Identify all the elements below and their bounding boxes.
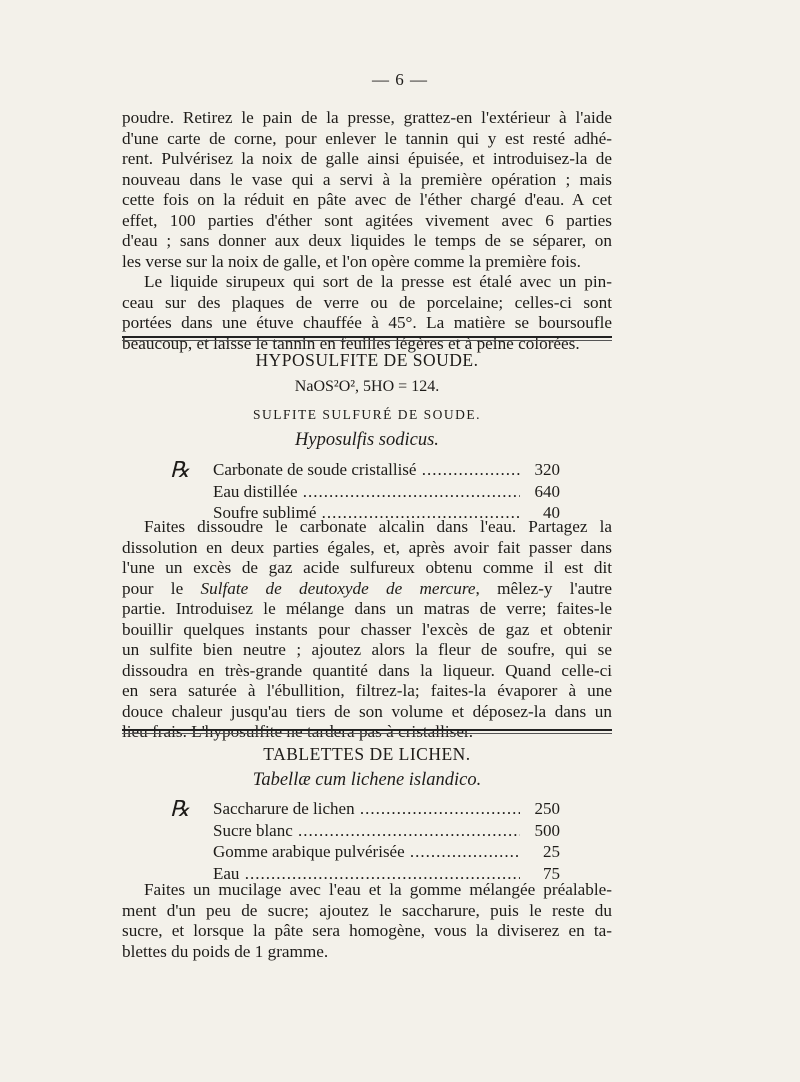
ingredient-quantity: 500 (534, 820, 560, 840)
ingredient-row (170, 481, 580, 503)
ingredient-quantity: 25 (543, 842, 560, 861)
text-line: nouveau dans le vase qui a servi à la première opération ; mais (122, 169, 612, 189)
ingredient-row (170, 841, 580, 863)
text-line: blettes du poids de 1 gramme. (122, 941, 329, 961)
text-line: sucre, et lorsque la pâte sera homogène, vous la diviserez en ta- (122, 921, 612, 940)
text-line: les verse sur la noix de galle, et l'on opère comme la première fois. (122, 251, 581, 271)
text-line: rent. Pulvérisez la noix de galle ainsi épuisée, et introduisez-la de (122, 149, 612, 168)
intro-paragraph (122, 108, 612, 354)
text-span: , mêlez-y l'autre (475, 578, 612, 598)
ingredient-name: Saccharure de lichen ..... (213, 798, 520, 820)
text-line: ceau sur des plaques de verre ou de porcelaine; celles-ci sont (122, 292, 612, 312)
text-line: bouillir quelques instants pour chasser l'excès de gaz et obtenir (122, 619, 612, 639)
text-line: partie. Introduisez le mélange dans un matras de verre; faites-le (122, 599, 612, 618)
latin-name: Hyposulfis sodicus. (295, 430, 439, 450)
recipe-hyposulfite (170, 459, 580, 524)
text-line: Faites un mucilage avec l'eau et la gomme mélangée préalable- (144, 880, 612, 899)
latin-name: Tabellæ cum lichene islandico. (252, 770, 482, 790)
recipe-symbol-icon: ℞ (170, 796, 190, 821)
ingredient-quantity: 40 (543, 503, 560, 522)
hyposulfite-instructions (122, 517, 612, 743)
text-line: ment d'un peu de sucre; ajoutez le saccharure, puis le reste du (122, 900, 612, 920)
section-divider (122, 336, 612, 341)
ingredient-quantity: 75 (543, 863, 560, 883)
ingredient-row (170, 820, 580, 842)
text-span: pour le (122, 578, 201, 598)
text-line: portées dans une étuve chauffée à 45°. La matière se boursoufle (122, 313, 612, 332)
text-line (122, 579, 612, 600)
section-title-lichen: TABLETTES DE LICHEN. (263, 744, 471, 764)
ingredient-quantity: 320 (534, 460, 560, 479)
text-line: dissolution en deux parties égales, et, après avoir fait passer dans (122, 537, 612, 557)
recipe-lichen (170, 798, 580, 884)
text-line: l'une un excès de gaz acide sulfureux obtenu comme il est dit (122, 558, 612, 577)
ingredient-quantity: 250 (534, 799, 560, 818)
text-line: beaucoup, et laisse le tannin en feuilles légères et à peine colorées. (122, 333, 580, 353)
text-line: poudre. Retirez le pain de la presse, grattez-en l'extérieur à l'aide (122, 108, 612, 127)
text-line: en sera saturée à l'ébullition, filtrez-la; faites-la évaporer à une (122, 681, 612, 700)
section-title-hyposulfite: HYPOSULFITE DE SOUDE. (255, 350, 479, 370)
ingredient-name: Eau ..... (213, 863, 520, 885)
recipe-symbol-icon: ℞ (170, 457, 190, 482)
text-line: d'eau ; sans donner aux deux liquides le temps de se séparer, on (122, 231, 612, 250)
text-line: lieu frais. L'hyposulfite ne tardera pas à cristalliser. (122, 722, 474, 741)
chemical-formula: NaOS²O², 5HO = 124. (294, 378, 440, 395)
synonym-heading: SULFITE SULFURÉ DE SOUDE. (252, 407, 481, 422)
ingredient-name: Sucre blanc ..... (213, 820, 520, 842)
text-line: effet, 100 parties d'éther sont agitées vivement avec 6 parties (122, 210, 612, 230)
ingredient-row (170, 798, 580, 820)
cross-reference: Sulfate de deutoxyde de mercure (200, 578, 476, 598)
ingredient-name: Carbonate de soude cristallisé ..... (213, 459, 520, 481)
text-line: d'une carte de corne, pour enlever le tannin qui y est resté adhé- (122, 128, 612, 148)
text-line: Le liquide sirupeux qui sort de la presse est étalé avec un pin- (144, 272, 612, 291)
page-number: — 6 — (372, 70, 428, 89)
ingredient-name: Gomme arabique pulvérisée ..... (213, 841, 520, 863)
ingredient-name: Soufre sublimé ..... (213, 502, 520, 524)
ingredient-row (170, 459, 580, 481)
section-divider (122, 729, 612, 734)
text-line: Faites dissoudre le carbonate alcalin dans l'eau. Partagez la (144, 517, 612, 536)
ingredient-name: Eau distillée ..... (213, 481, 520, 503)
ingredient-quantity: 640 (534, 481, 560, 501)
text-line: douce chaleur jusqu'au tiers de son volume et déposez-la dans un (122, 701, 612, 721)
text-line: dissoudra en très-grande quantité dans la liqueur. Quand celle-ci (122, 660, 612, 680)
text-line: un sulfite bien neutre ; ajoutez alors la fleur de soufre, qui se (122, 640, 612, 659)
text-line: cette fois on la réduit en pâte avec de l'éther chargé d'eau. A cet (122, 190, 612, 209)
lichen-instructions (122, 880, 612, 962)
